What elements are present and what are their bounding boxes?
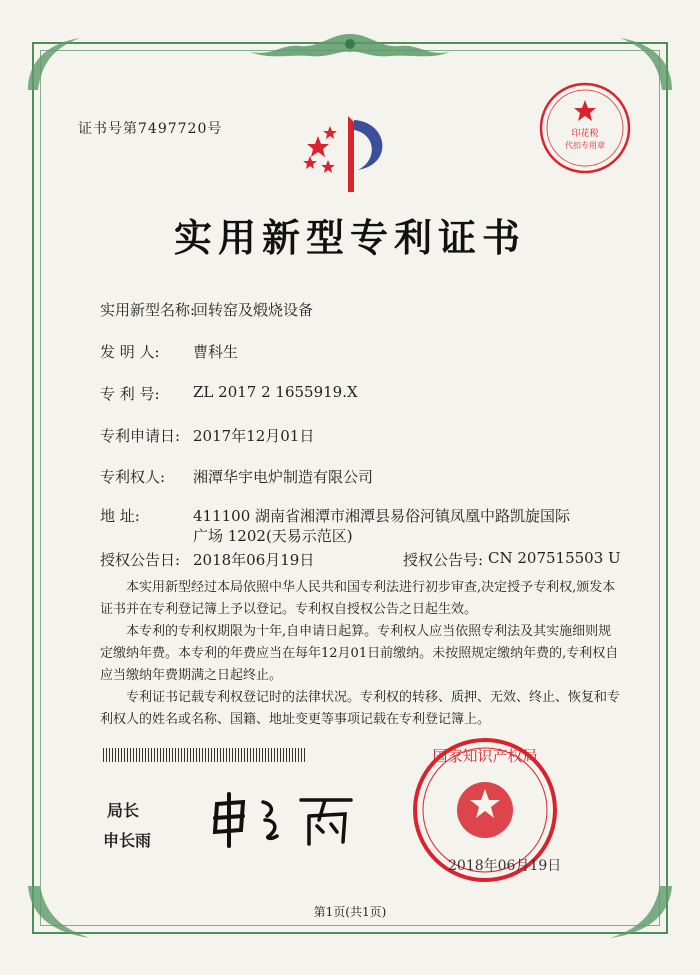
grant-number-label: 授权公告号:	[403, 551, 484, 569]
page-footer: 第1页(共1页)	[313, 905, 387, 919]
signer-title: 局长	[107, 801, 140, 820]
svg-text:代扣专用章: 代扣专用章	[565, 141, 605, 150]
field-label: 实用新型名称:	[100, 301, 196, 319]
patent-office-logo	[296, 108, 400, 196]
field-value: 曹科生	[193, 343, 239, 361]
svg-text:国家知识产权局: 国家知识产权局	[432, 747, 538, 765]
field-value: 湘潭华宇电炉制造有限公司	[193, 468, 374, 486]
paragraph: 专利证书记载专利权登记时的法律状况。专利权的转移、质押、无效、终止、恢复和专利权人的姓名或名称、国籍、地址变更等事项记载在专利登记簿上。	[100, 690, 621, 727]
field-label: 发 明 人:	[100, 343, 160, 361]
field-label: 专 利 号:	[100, 385, 160, 403]
barcode	[103, 748, 305, 762]
svg-text:印花税: 印花税	[571, 129, 599, 139]
top-ornament	[220, 30, 480, 64]
paragraph: 本专利的专利权期限为十年,自申请日起算。专利权人应当依照专利法及其实施细则规定缴纳年费。本专利的年费应当在每年12月01日前缴纳。未按照规定缴纳年费的,专利权自应当缴纳年费期满之日起终止。	[100, 624, 619, 683]
corner-ornament-top-left	[24, 34, 84, 94]
paragraph: 本实用新型经过本局依照中华人民共和国专利法进行初步审查,决定授予专利权,颁发本证书并在专利登记簿上予以登记。专利权自授权公告之日起生效。	[100, 580, 616, 617]
certificate-number: 证书号第7497720号	[78, 121, 223, 137]
address-line-1: 411100 湖南省湘潭市湘潭县易俗河镇凤凰中路凯旋国际	[193, 507, 571, 525]
field-value: 回转窑及煅烧设备	[193, 301, 314, 319]
grant-number: CN 207515503 U	[488, 549, 621, 567]
seal-date: 2018年06月19日	[448, 858, 562, 874]
document-title: 实用新型专利证书	[173, 215, 526, 260]
handwritten-signature	[205, 790, 365, 850]
field-value: 2017年12月01日	[193, 427, 315, 445]
tax-stamp	[537, 80, 633, 176]
field-label: 专利权人:	[100, 468, 166, 486]
address-label: 地 址:	[100, 507, 140, 525]
address-line-2: 广场 1202(天易示范区)	[193, 527, 353, 545]
field-label: 专利申请日:	[100, 427, 181, 445]
field-value: ZL 2017 2 1655919.X	[193, 383, 358, 401]
signer-name: 申长雨	[103, 831, 152, 850]
grant-date: 2018年06月19日	[193, 551, 315, 569]
grant-date-label: 授权公告日:	[100, 551, 181, 569]
